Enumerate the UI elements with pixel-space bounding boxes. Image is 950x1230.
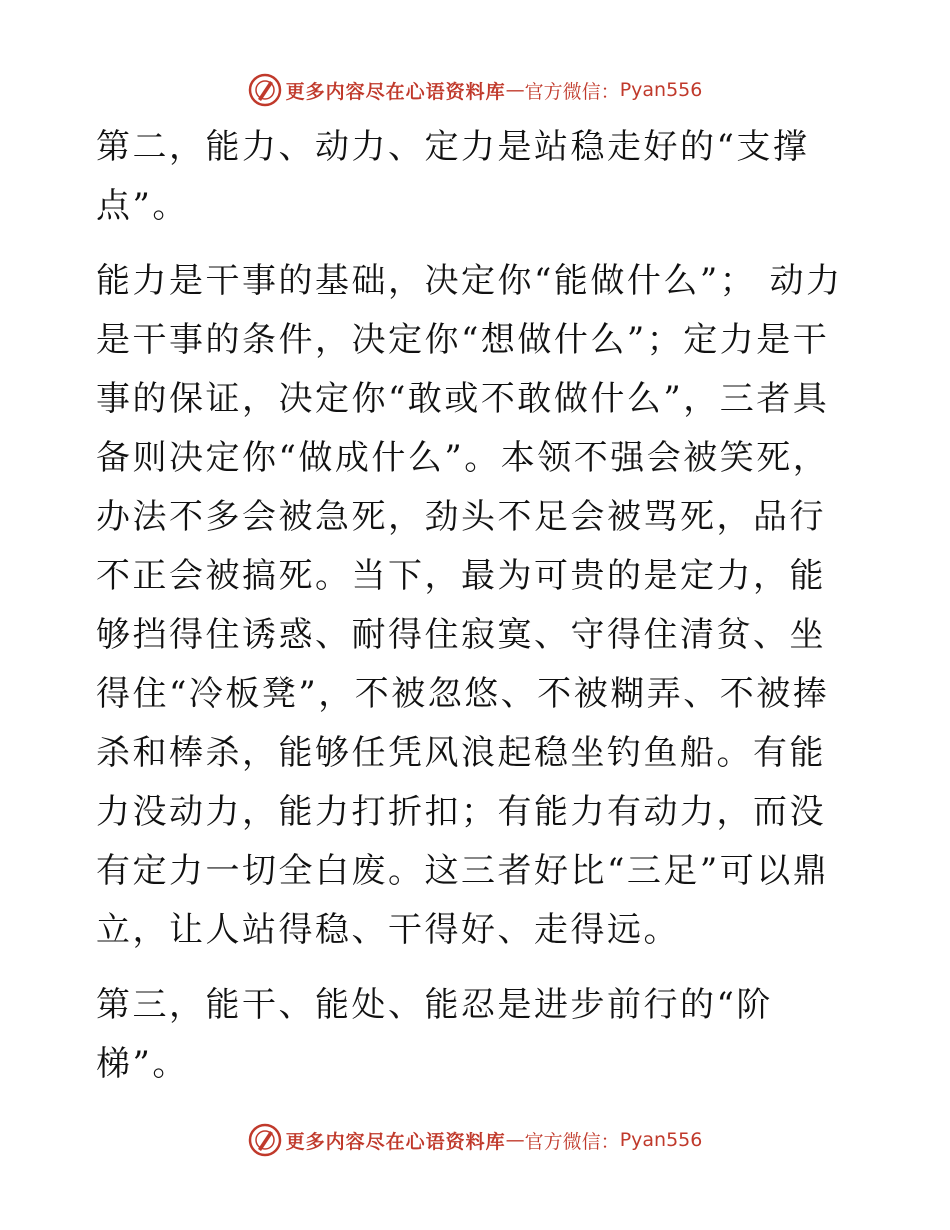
section-heading-3: 第三，能干、能处、能忍是进步前行的“阶梯”。	[96, 985, 773, 1084]
watermark-brand: 更多内容尽在心语资料库	[285, 1130, 506, 1153]
section-paragraph: 能力是干事的基础，决定你“能做什么”； 动力是干事的条件，决定你“想做什么”；定力是干事的保证，决定你“敢或不敢做什么”，三者具备则决定你“做成什么”。本领不强会被笑死，办法不多会被急死，劲头不足会被骂死，品行不正会被搞死。当下，最为可贵的是定力，能够挡得住诱惑、耐得住寂寞、守得住清贫、坐得住“冷板凳”，不被忽悠、不被糊弄、不被捧杀和棒杀，能够任凭风浪起稳坐钓鱼船。有能力没动力，能力打折扣；有能力有动力，而没有定力一切全白废。这三者好比“三足”可以鼎立，让人站得稳、干得好、走得远。	[96, 261, 843, 950]
watermark-dash: —	[505, 1129, 525, 1151]
watermark-dash: —	[505, 79, 525, 101]
document-body	[96, 118, 848, 1110]
watermark-brand: 更多内容尽在心语资料库	[285, 80, 506, 103]
watermark-official: 官方微信：	[524, 80, 620, 103]
watermark-official: 官方微信：	[524, 1130, 620, 1153]
brand-logo-icon	[248, 73, 282, 107]
watermark-footer	[0, 1120, 950, 1160]
section-heading-2: 第二，能力、动力、定力是站稳走好的“支撑点”。	[96, 127, 810, 226]
watermark-id: Pyan556	[619, 79, 703, 101]
watermark-id: Pyan556	[619, 1129, 703, 1151]
brand-logo-icon	[248, 1123, 282, 1157]
watermark-header	[0, 70, 950, 110]
